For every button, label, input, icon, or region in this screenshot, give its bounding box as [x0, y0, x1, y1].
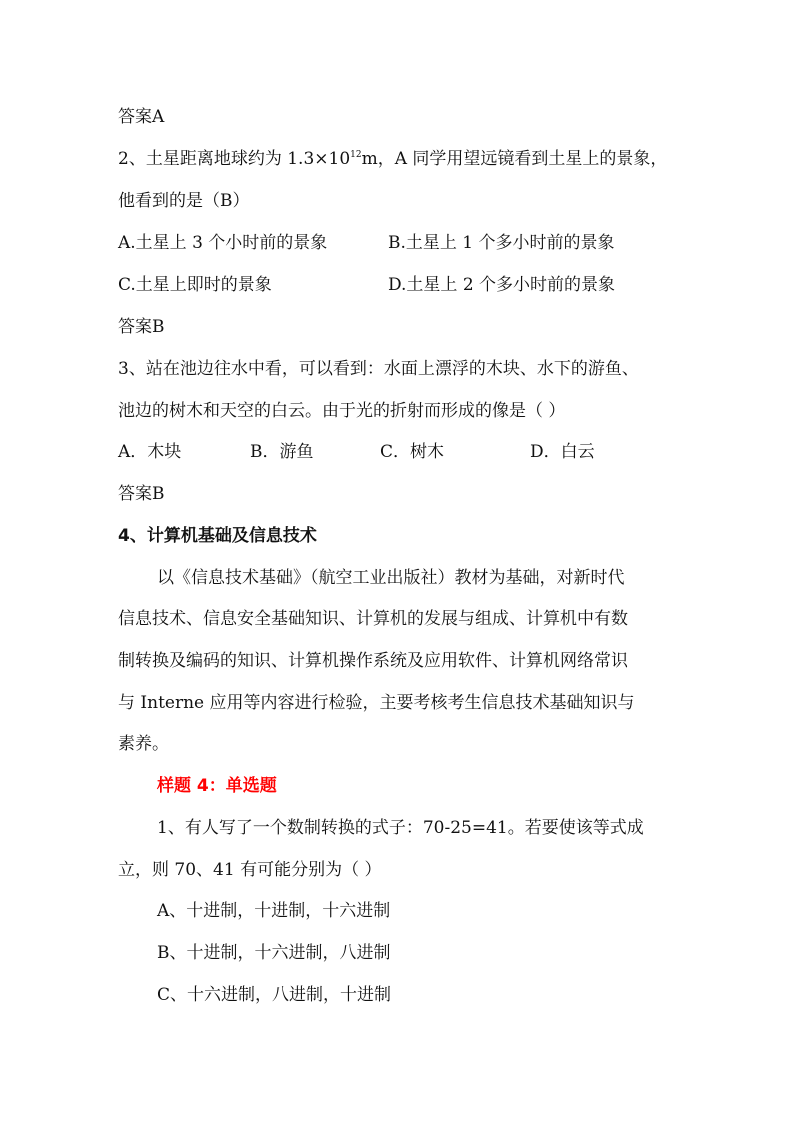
- question-3-options: [118, 441, 678, 463]
- option-b: B.土星上 1 个多小时前的景象: [388, 233, 615, 253]
- option-b: B．游鱼: [250, 442, 314, 462]
- question-3-line-1: 3、站在池边往水中看，可以看到：水面上漂浮的木块、水下的游鱼、: [118, 359, 639, 379]
- section-heading: 4、计算机基础及信息技术: [118, 526, 317, 546]
- sample-question-line-1: 1、有人写了一个数制转换的式子：70-25=41。若要使该等式成: [157, 818, 644, 838]
- option-a: A．木块: [118, 442, 182, 462]
- answer-line: 答案A: [118, 107, 165, 127]
- section-paragraph-line-4: 与 Interne 应用等内容进行检验，主要考核考生信息技术基础知识与: [118, 693, 635, 713]
- sample-question-line-2: 立，则 70、41 有可能分别为（ ）: [118, 860, 382, 880]
- option-c: C.土星上即时的景象: [118, 275, 272, 295]
- question-2-text-end: m，A 同学用望远镜看到土星上的景象，: [361, 149, 668, 169]
- section-paragraph-line-3: 制转换及编码的知识、计算机操作系统及应用软件、计算机网络常识: [118, 651, 628, 671]
- sample-question-heading: 样题 4：单选题: [157, 776, 277, 796]
- exponent: 12: [350, 150, 362, 160]
- sample-option-a: A、十进制，十进制，十六进制: [157, 901, 391, 921]
- section-paragraph-line-1: 以《信息技术基础》（航空工业出版社）教材为基础，对新时代: [157, 568, 625, 588]
- question-2-line-2: 他看到的是（B）: [118, 191, 250, 211]
- question-2-line-1: [118, 148, 667, 170]
- option-d: D.土星上 2 个多小时前的景象: [388, 275, 616, 295]
- question-3-line-2: 池边的树木和天空的白云。由于光的折射而形成的像是（ ）: [118, 401, 566, 421]
- option-d: D．白云: [530, 442, 595, 462]
- question-2-text-start: 2、土星距离地球约为 1.3×10: [118, 149, 351, 169]
- answer-line: 答案B: [118, 317, 165, 337]
- option-c: C．树木: [380, 442, 445, 462]
- section-paragraph-line-5: 素养。: [118, 734, 169, 754]
- sample-option-b: B、十进制，十六进制，八进制: [157, 943, 391, 963]
- sample-option-c: C、十六进制，八进制，十进制: [157, 985, 392, 1005]
- option-a: A.土星上 3 个小时前的景象: [118, 233, 328, 253]
- question-2-options-row-2: [118, 274, 678, 296]
- question-2-options-row-1: [118, 232, 678, 254]
- answer-line: 答案B: [118, 484, 165, 504]
- section-paragraph-line-2: 信息技术、信息安全基础知识、计算机的发展与组成、计算机中有数: [118, 609, 628, 629]
